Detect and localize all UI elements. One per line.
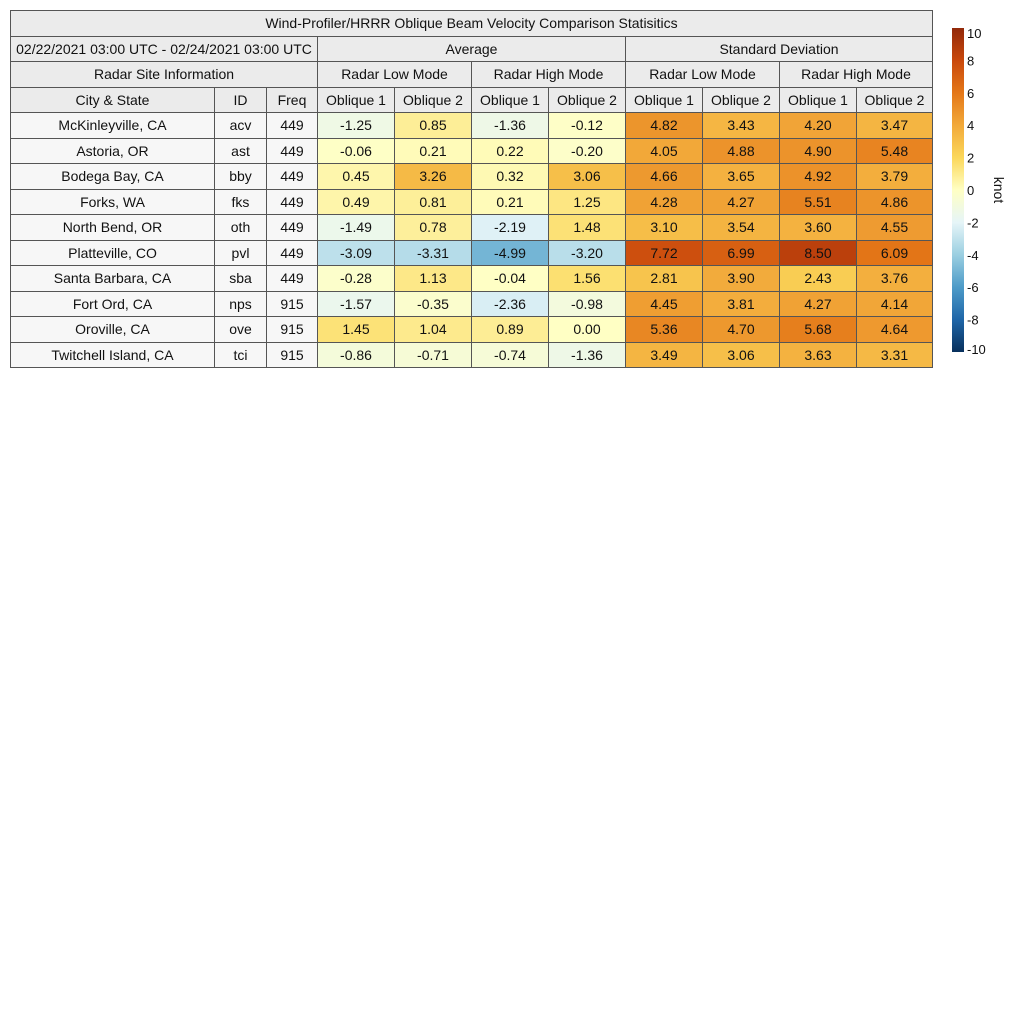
value-cell-avg-high-oblique1: -0.74 [472,342,549,368]
value-cell-std-low-oblique1: 4.66 [626,164,703,190]
colorbar-tick-label: 10 [967,26,982,41]
avg-low-oblique1-header: Oblique 1 [318,87,395,113]
value-cell-std-high-oblique1: 8.50 [780,240,857,266]
colorbar-tick-label: 0 [967,183,975,198]
table-row [11,291,933,317]
site-id-cell: tci [215,342,267,368]
value-cell-std-high-oblique2: 6.09 [857,240,933,266]
site-id-cell: fks [215,189,267,215]
value-cell-std-high-oblique1: 4.92 [780,164,857,190]
value-cell-std-low-oblique1: 4.28 [626,189,703,215]
value-cell-avg-low-oblique1: -1.25 [318,113,395,139]
site-city-cell: North Bend, OR [11,215,215,241]
value-cell-avg-high-oblique2: -3.20 [549,240,626,266]
value-cell-avg-high-oblique1: 0.89 [472,317,549,343]
site-freq-cell: 449 [267,266,318,292]
value-cell-avg-high-oblique2: -0.12 [549,113,626,139]
colorbar-tick-label: -6 [967,280,979,296]
table-row [11,240,933,266]
value-cell-std-high-oblique1: 4.90 [780,138,857,164]
value-cell-std-low-oblique1: 4.45 [626,291,703,317]
site-id-cell: pvl [215,240,267,266]
value-cell-std-high-oblique1: 3.63 [780,342,857,368]
colorbar-svg [948,26,1024,357]
colorbar-tick-label: 8 [967,53,975,69]
value-cell-avg-low-oblique1: -0.28 [318,266,395,292]
colorbar-tick-label: 2 [967,150,975,166]
value-cell-std-low-oblique1: 7.72 [626,240,703,266]
value-cell-avg-high-oblique2: 1.25 [549,189,626,215]
colorbar-unit-label: knot [991,176,1007,204]
std-low-oblique2-header: Oblique 2 [703,87,780,113]
freq-column-header: Freq [267,87,318,113]
site-id-cell: ast [215,138,267,164]
table-row [11,266,933,292]
value-cell-std-high-oblique1: 2.43 [780,266,857,292]
value-cell-std-low-oblique1: 4.05 [626,138,703,164]
table-row [11,189,933,215]
value-cell-std-high-oblique1: 3.60 [780,215,857,241]
value-cell-avg-high-oblique2: 3.06 [549,164,626,190]
value-cell-std-low-oblique2: 3.54 [703,215,780,241]
value-cell-avg-low-oblique2: 0.21 [395,138,472,164]
stats-table [10,10,933,368]
std-high-oblique1-header: Oblique 1 [780,87,857,113]
value-cell-avg-low-oblique2: -0.35 [395,291,472,317]
table-row [11,215,933,241]
value-cell-avg-high-oblique2: 1.56 [549,266,626,292]
value-cell-avg-low-oblique2: -3.31 [395,240,472,266]
value-cell-avg-low-oblique1: -1.57 [318,291,395,317]
std-low-mode-header: Radar Low Mode [626,62,780,88]
site-freq-cell: 449 [267,164,318,190]
value-cell-avg-low-oblique2: 0.81 [395,189,472,215]
value-cell-avg-high-oblique2: 1.48 [549,215,626,241]
value-cell-std-high-oblique2: 5.48 [857,138,933,164]
value-cell-std-low-oblique2: 6.99 [703,240,780,266]
site-id-cell: sba [215,266,267,292]
value-cell-avg-high-oblique2: -1.36 [549,342,626,368]
std-high-oblique2-header: Oblique 2 [857,87,933,113]
value-cell-std-low-oblique2: 4.27 [703,189,780,215]
value-cell-avg-low-oblique1: -0.06 [318,138,395,164]
value-cell-std-low-oblique2: 3.06 [703,342,780,368]
std-high-mode-header: Radar High Mode [780,62,933,88]
value-cell-std-high-oblique2: 4.64 [857,317,933,343]
avg-low-mode-header: Radar Low Mode [318,62,472,88]
site-freq-cell: 449 [267,138,318,164]
site-freq-cell: 449 [267,240,318,266]
value-cell-std-low-oblique2: 4.88 [703,138,780,164]
value-cell-std-high-oblique2: 3.47 [857,113,933,139]
site-city-cell: Twitchell Island, CA [11,342,215,368]
site-freq-cell: 449 [267,113,318,139]
site-freq-cell: 915 [267,342,318,368]
value-cell-avg-low-oblique1: 1.45 [318,317,395,343]
value-cell-std-low-oblique1: 3.49 [626,342,703,368]
value-cell-avg-high-oblique2: 0.00 [549,317,626,343]
value-cell-avg-low-oblique1: -0.86 [318,342,395,368]
colorbar-tick-label: -8 [967,312,979,328]
table-title: Wind-Profiler/HRRR Oblique Beam Velocity Comparison Statisitics [11,11,933,37]
colorbar [948,26,1024,357]
value-cell-std-high-oblique1: 5.51 [780,189,857,215]
site-city-cell: McKinleyville, CA [11,113,215,139]
average-group-header: Average [318,36,626,62]
site-city-cell: Fort Ord, CA [11,291,215,317]
date-range: 02/22/2021 03:00 UTC - 02/24/2021 03:00 UTC [11,36,318,62]
value-cell-avg-high-oblique1: -2.19 [472,215,549,241]
value-cell-avg-high-oblique1: 0.32 [472,164,549,190]
site-city-cell: Forks, WA [11,189,215,215]
value-cell-avg-low-oblique2: 0.78 [395,215,472,241]
value-cell-std-high-oblique2: 4.14 [857,291,933,317]
site-city-cell: Oroville, CA [11,317,215,343]
value-cell-avg-low-oblique1: -3.09 [318,240,395,266]
value-cell-std-low-oblique2: 3.81 [703,291,780,317]
value-cell-avg-high-oblique1: -0.04 [472,266,549,292]
colorbar-tick-label: -10 [967,342,986,357]
value-cell-avg-low-oblique1: 0.49 [318,189,395,215]
value-cell-avg-low-oblique2: 3.26 [395,164,472,190]
std-low-oblique1-header: Oblique 1 [626,87,703,113]
site-freq-cell: 915 [267,317,318,343]
site-freq-cell: 449 [267,189,318,215]
site-id-cell: nps [215,291,267,317]
value-cell-std-high-oblique1: 4.20 [780,113,857,139]
value-cell-std-low-oblique1: 5.36 [626,317,703,343]
avg-high-mode-header: Radar High Mode [472,62,626,88]
table-row [11,164,933,190]
table-row [11,342,933,368]
site-id-cell: bby [215,164,267,190]
value-cell-avg-high-oblique2: -0.20 [549,138,626,164]
value-cell-avg-high-oblique1: 0.22 [472,138,549,164]
colorbar-gradient [952,28,964,352]
value-cell-std-low-oblique2: 4.70 [703,317,780,343]
colorbar-tick-label: 6 [967,85,975,101]
site-freq-cell: 449 [267,215,318,241]
table-row [11,317,933,343]
value-cell-avg-high-oblique1: -1.36 [472,113,549,139]
value-cell-avg-low-oblique2: 0.85 [395,113,472,139]
value-cell-std-high-oblique1: 4.27 [780,291,857,317]
avg-high-oblique1-header: Oblique 1 [472,87,549,113]
value-cell-avg-low-oblique2: 1.04 [395,317,472,343]
site-id-cell: ove [215,317,267,343]
value-cell-std-high-oblique2: 3.79 [857,164,933,190]
value-cell-avg-low-oblique1: -1.49 [318,215,395,241]
value-cell-std-high-oblique2: 3.31 [857,342,933,368]
value-cell-std-low-oblique1: 2.81 [626,266,703,292]
site-id-cell: oth [215,215,267,241]
value-cell-std-low-oblique1: 4.82 [626,113,703,139]
value-cell-avg-low-oblique2: 1.13 [395,266,472,292]
value-cell-std-high-oblique1: 5.68 [780,317,857,343]
value-cell-std-low-oblique1: 3.10 [626,215,703,241]
value-cell-std-high-oblique2: 4.86 [857,189,933,215]
value-cell-avg-high-oblique1: 0.21 [472,189,549,215]
value-cell-std-high-oblique2: 3.76 [857,266,933,292]
site-city-cell: Santa Barbara, CA [11,266,215,292]
avg-low-oblique2-header: Oblique 2 [395,87,472,113]
colorbar-tick-label: 4 [967,118,975,134]
std-group-header: Standard Deviation [626,36,933,62]
value-cell-avg-low-oblique2: -0.71 [395,342,472,368]
avg-high-oblique2-header: Oblique 2 [549,87,626,113]
table-row [11,138,933,164]
value-cell-std-low-oblique2: 3.90 [703,266,780,292]
colorbar-tick-label: -4 [967,247,979,263]
site-city-cell: Astoria, OR [11,138,215,164]
colorbar-tick-label: -2 [967,215,979,231]
value-cell-std-high-oblique2: 4.55 [857,215,933,241]
value-cell-std-low-oblique2: 3.43 [703,113,780,139]
value-cell-avg-high-oblique1: -2.36 [472,291,549,317]
city-column-header: City & State [11,87,215,113]
site-info-header: Radar Site Information [11,62,318,88]
site-city-cell: Platteville, CO [11,240,215,266]
table-row [11,113,933,139]
value-cell-avg-high-oblique1: -4.99 [472,240,549,266]
value-cell-avg-high-oblique2: -0.98 [549,291,626,317]
value-cell-avg-low-oblique1: 0.45 [318,164,395,190]
value-cell-std-low-oblique2: 3.65 [703,164,780,190]
site-id-cell: acv [215,113,267,139]
site-freq-cell: 915 [267,291,318,317]
site-city-cell: Bodega Bay, CA [11,164,215,190]
id-column-header: ID [215,87,267,113]
